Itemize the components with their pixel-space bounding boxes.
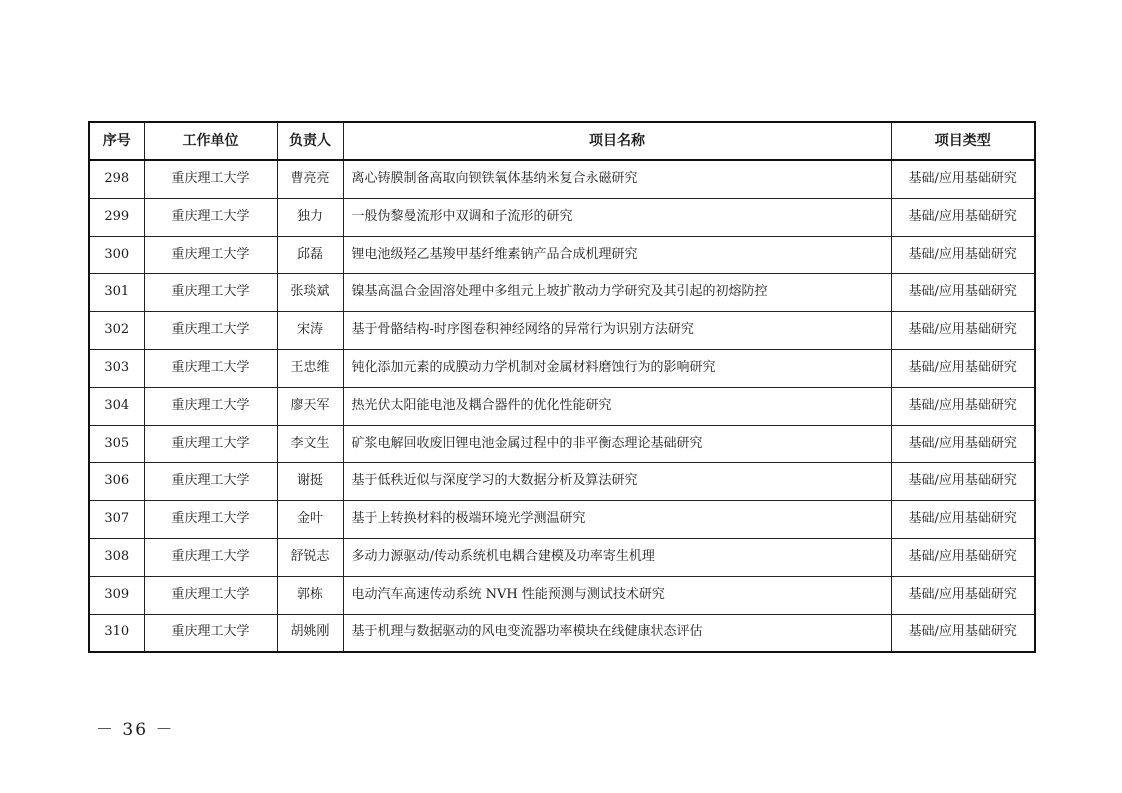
cell-project: 离心铸膜制备高取向钡铁氧体基纳米复合永磁研究 (343, 160, 891, 198)
cell-leader: 谢挺 (277, 463, 343, 501)
header-unit: 工作单位 (144, 122, 277, 160)
project-list-table (88, 121, 1036, 653)
header-project: 项目名称 (343, 122, 891, 160)
cell-unit: 重庆理工大学 (144, 463, 277, 501)
cell-index: 303 (89, 349, 144, 387)
page-number: － 36 － (96, 720, 175, 740)
cell-unit: 重庆理工大学 (144, 198, 277, 236)
table-body (89, 160, 1035, 652)
cell-index: 306 (89, 463, 144, 501)
cell-unit: 重庆理工大学 (144, 349, 277, 387)
table-row (89, 349, 1035, 387)
cell-unit: 重庆理工大学 (144, 312, 277, 350)
cell-leader: 曹亮亮 (277, 160, 343, 198)
table-row (89, 236, 1035, 274)
cell-type: 基础/应用基础研究 (891, 538, 1035, 576)
cell-type: 基础/应用基础研究 (891, 274, 1035, 312)
table-header-row (89, 122, 1035, 160)
cell-project: 基于上转换材料的极端环境光学测温研究 (343, 501, 891, 539)
cell-project: 基于低秩近似与深度学习的大数据分析及算法研究 (343, 463, 891, 501)
cell-index: 299 (89, 198, 144, 236)
header-index: 序号 (89, 122, 144, 160)
cell-index: 305 (89, 425, 144, 463)
cell-leader: 舒锐志 (277, 538, 343, 576)
cell-unit: 重庆理工大学 (144, 614, 277, 652)
cell-type: 基础/应用基础研究 (891, 160, 1035, 198)
header-type: 项目类型 (891, 122, 1035, 160)
cell-project: 多动力源驱动/传动系统机电耦合建模及功率寄生机理 (343, 538, 891, 576)
cell-leader: 金叶 (277, 501, 343, 539)
table-row (89, 198, 1035, 236)
cell-unit: 重庆理工大学 (144, 538, 277, 576)
cell-type: 基础/应用基础研究 (891, 425, 1035, 463)
cell-unit: 重庆理工大学 (144, 274, 277, 312)
cell-unit: 重庆理工大学 (144, 576, 277, 614)
cell-type: 基础/应用基础研究 (891, 614, 1035, 652)
cell-index: 301 (89, 274, 144, 312)
cell-leader: 王忠维 (277, 349, 343, 387)
cell-type: 基础/应用基础研究 (891, 312, 1035, 350)
table-row (89, 614, 1035, 652)
table-row (89, 576, 1035, 614)
cell-index: 304 (89, 387, 144, 425)
table-row (89, 501, 1035, 539)
cell-unit: 重庆理工大学 (144, 160, 277, 198)
cell-index: 310 (89, 614, 144, 652)
cell-type: 基础/应用基础研究 (891, 198, 1035, 236)
table-row (89, 160, 1035, 198)
cell-index: 302 (89, 312, 144, 350)
cell-leader: 廖天军 (277, 387, 343, 425)
cell-index: 308 (89, 538, 144, 576)
cell-type: 基础/应用基础研究 (891, 236, 1035, 274)
cell-leader: 独力 (277, 198, 343, 236)
cell-index: 309 (89, 576, 144, 614)
cell-type: 基础/应用基础研究 (891, 463, 1035, 501)
cell-leader: 宋涛 (277, 312, 343, 350)
cell-leader: 李文生 (277, 425, 343, 463)
cell-unit: 重庆理工大学 (144, 501, 277, 539)
cell-index: 307 (89, 501, 144, 539)
table-row (89, 274, 1035, 312)
cell-type: 基础/应用基础研究 (891, 576, 1035, 614)
table-row (89, 312, 1035, 350)
cell-index: 298 (89, 160, 144, 198)
cell-unit: 重庆理工大学 (144, 387, 277, 425)
cell-project: 钝化添加元素的成膜动力学机制对金属材料磨蚀行为的影响研究 (343, 349, 891, 387)
table-row (89, 538, 1035, 576)
cell-project: 锂电池级羟乙基羧甲基纤维素钠产品合成机理研究 (343, 236, 891, 274)
cell-leader: 郭栋 (277, 576, 343, 614)
table-row (89, 425, 1035, 463)
cell-project: 一般伪黎曼流形中双调和子流形的研究 (343, 198, 891, 236)
cell-leader: 张琰斌 (277, 274, 343, 312)
cell-project: 电动汽车高速传动系统 NVH 性能预测与测试技术研究 (343, 576, 891, 614)
cell-project: 镍基高温合金固溶处理中多组元上坡扩散动力学研究及其引起的初熔防控 (343, 274, 891, 312)
cell-project: 基于机理与数据驱动的风电变流器功率模块在线健康状态评估 (343, 614, 891, 652)
cell-unit: 重庆理工大学 (144, 425, 277, 463)
cell-index: 300 (89, 236, 144, 274)
cell-type: 基础/应用基础研究 (891, 349, 1035, 387)
cell-type: 基础/应用基础研究 (891, 501, 1035, 539)
cell-project: 矿浆电解回收废旧锂电池金属过程中的非平衡态理论基础研究 (343, 425, 891, 463)
header-leader: 负责人 (277, 122, 343, 160)
cell-leader: 胡姚刚 (277, 614, 343, 652)
cell-leader: 邱磊 (277, 236, 343, 274)
cell-project: 热光伏太阳能电池及耦合器件的优化性能研究 (343, 387, 891, 425)
cell-project: 基于骨骼结构-时序图卷积神经网络的异常行为识别方法研究 (343, 312, 891, 350)
cell-unit: 重庆理工大学 (144, 236, 277, 274)
cell-type: 基础/应用基础研究 (891, 387, 1035, 425)
table-row (89, 463, 1035, 501)
table-row (89, 387, 1035, 425)
